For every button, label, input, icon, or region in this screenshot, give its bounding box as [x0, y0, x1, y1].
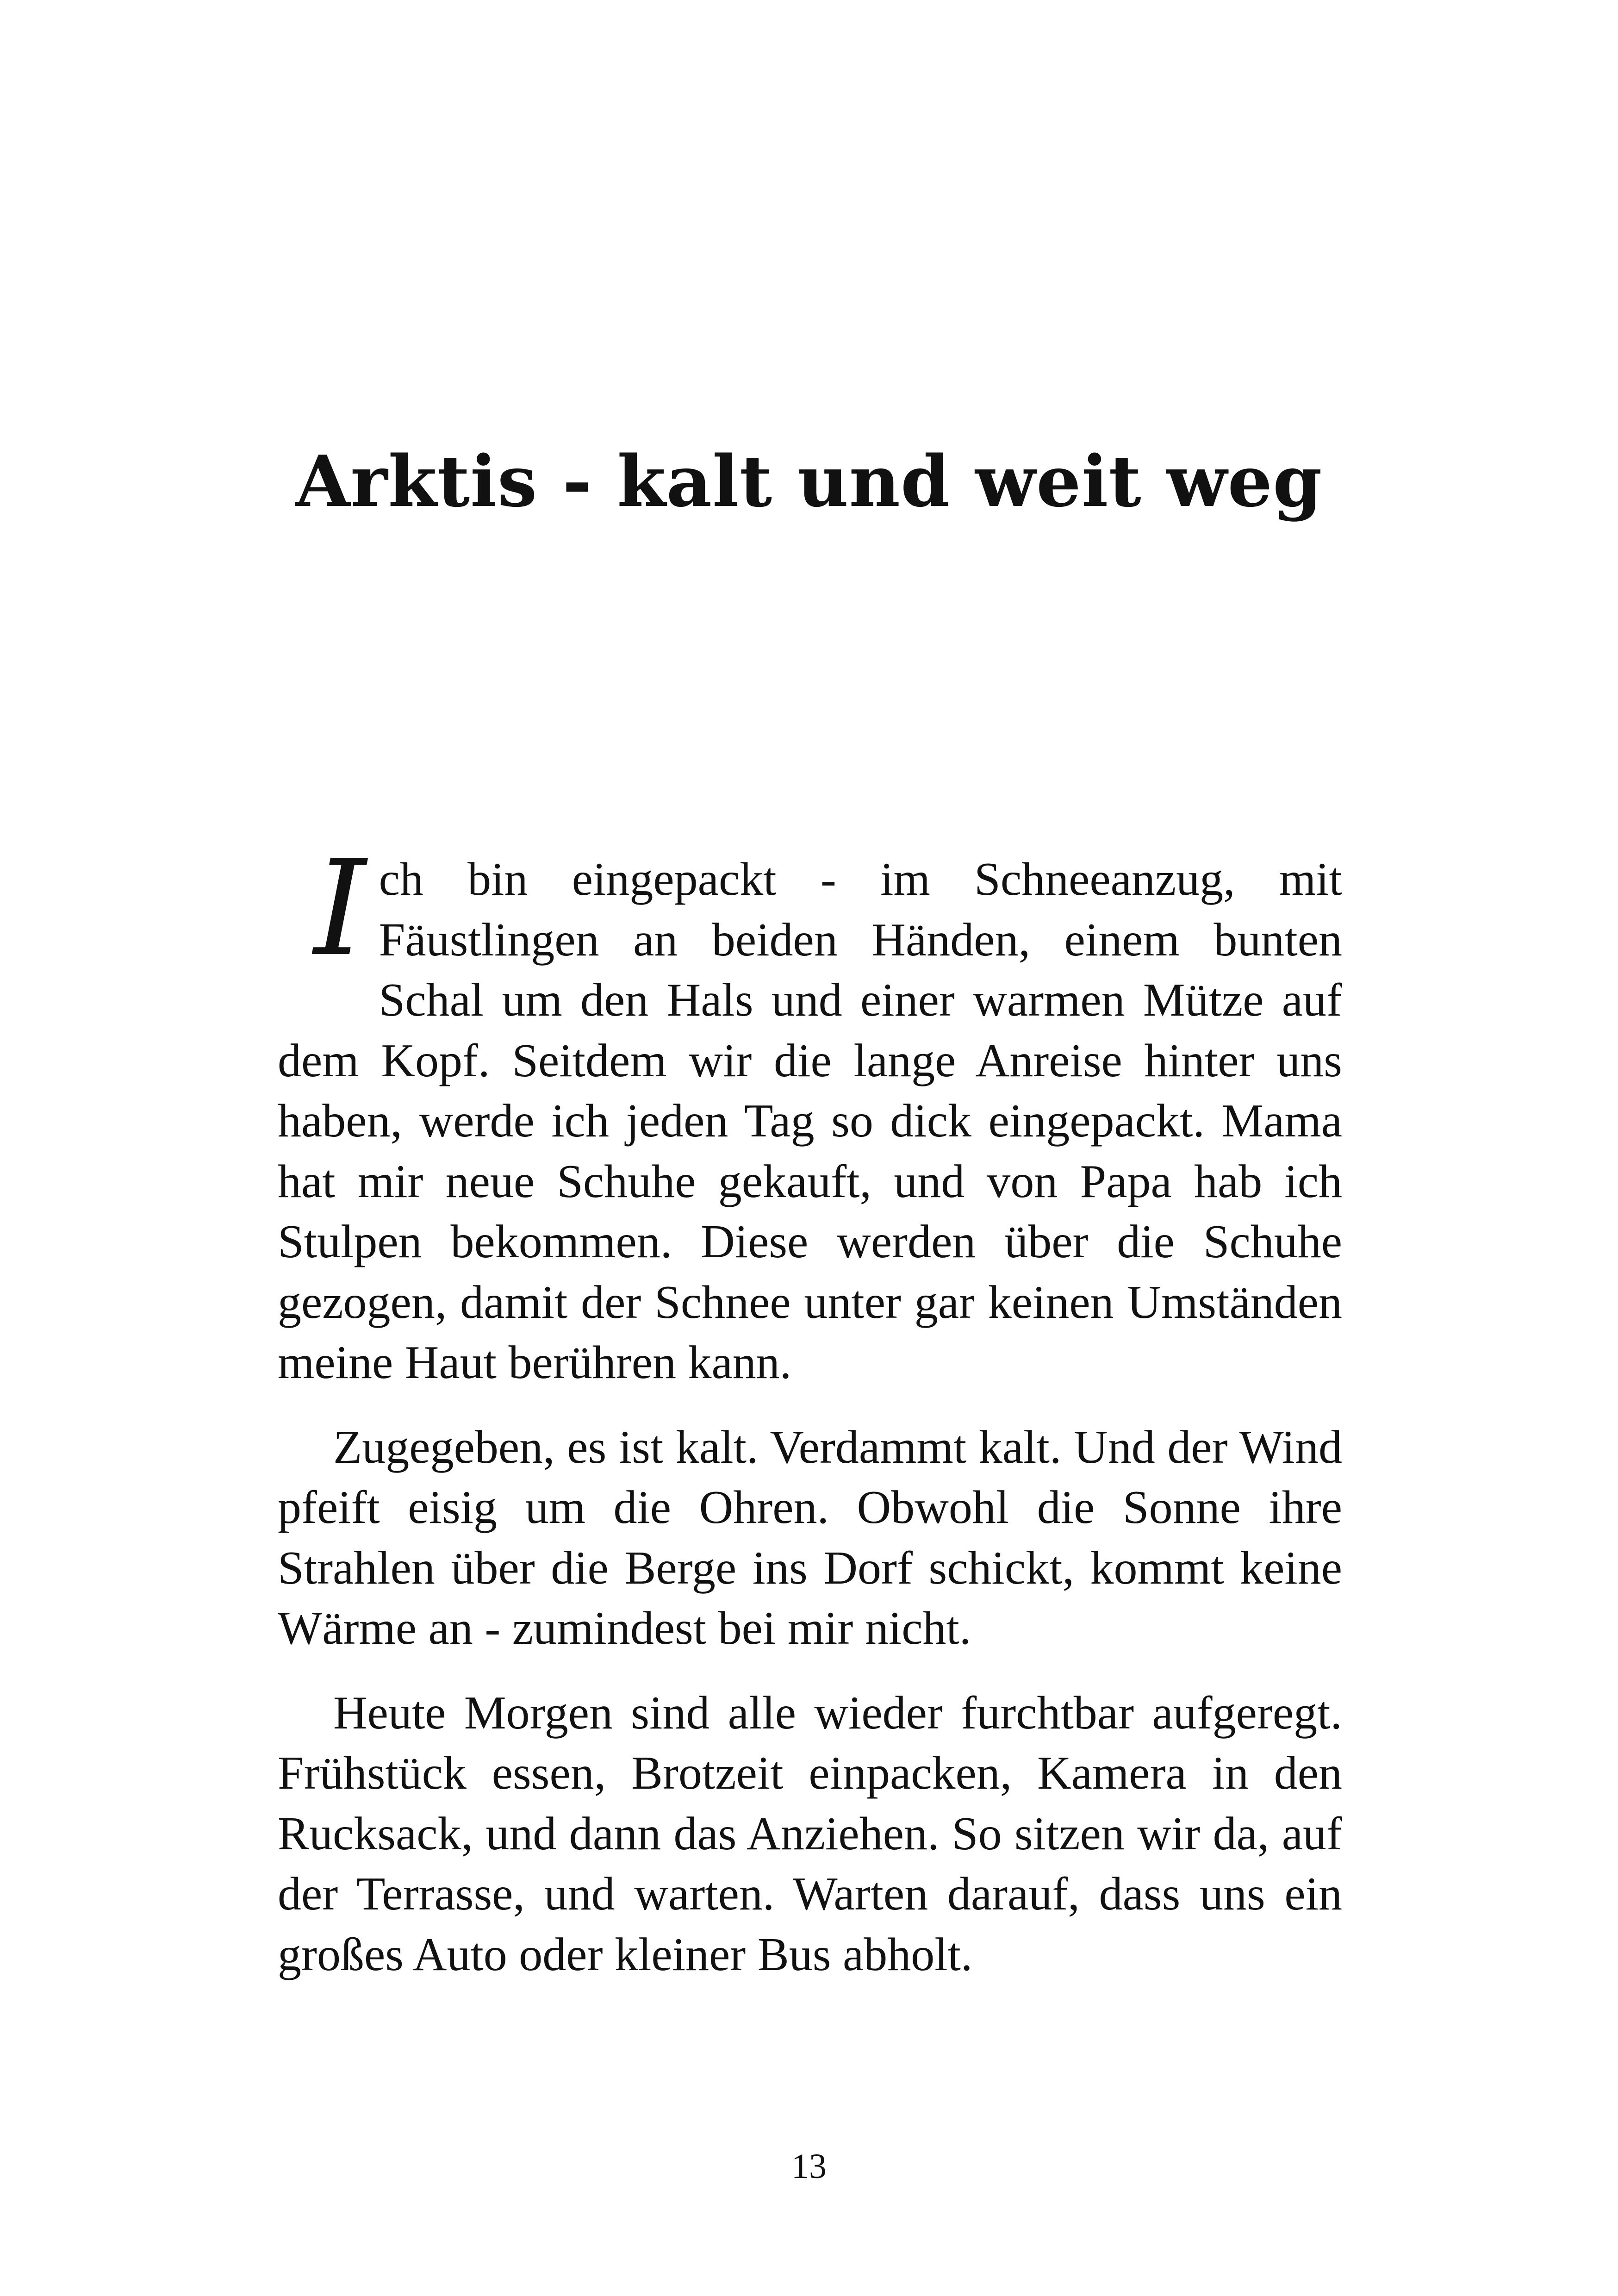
chapter-title: Arktis - kalt und weit weg — [295, 440, 1323, 523]
drop-cap: I — [314, 832, 366, 986]
page-number: 13 — [791, 2147, 827, 2186]
paragraph-1-text: ch bin eingepackt - im Schneeanzug, mit Fäustlingen an beiden Händen, einem bunten Schal um den Hals und einer warmen Mütze auf dem Kopf. Seitdem wir die lange Anreise hinter uns haben, werde ich jeden Tag so dick eingepackt. Mama hat mir neue Schuhe gekauft, und von Papa hab ich Stulpen bekommen. Diese werden über die Schuhe gezogen, damit der Schnee unter gar keinen Umständen meine Haut berühren kann. — [278, 853, 1342, 1389]
paragraph-2: Zugegeben, es ist kalt. Verdammt kalt. Und der Wind pfeift eisig um die Ohren. Obwohl die Sonne ihre Strahlen über die Berge ins Dorf schickt, kommt keine Wärme an - zumindest bei mir nicht. — [278, 1421, 1342, 1654]
paragraph-3: Heute Morgen sind alle wieder furchtbar aufgeregt. Frühstück essen, Brotzeit einpacken, Kamera in den Rucksack, und dann das Anziehen. So sitzen wir da, auf der Terrasse, und warten. Warten darauf, dass uns ein großes Auto oder kleiner Bus abholt. — [278, 1686, 1342, 1981]
paragraph-1 — [278, 832, 1342, 1393]
body-text — [278, 832, 1342, 2009]
